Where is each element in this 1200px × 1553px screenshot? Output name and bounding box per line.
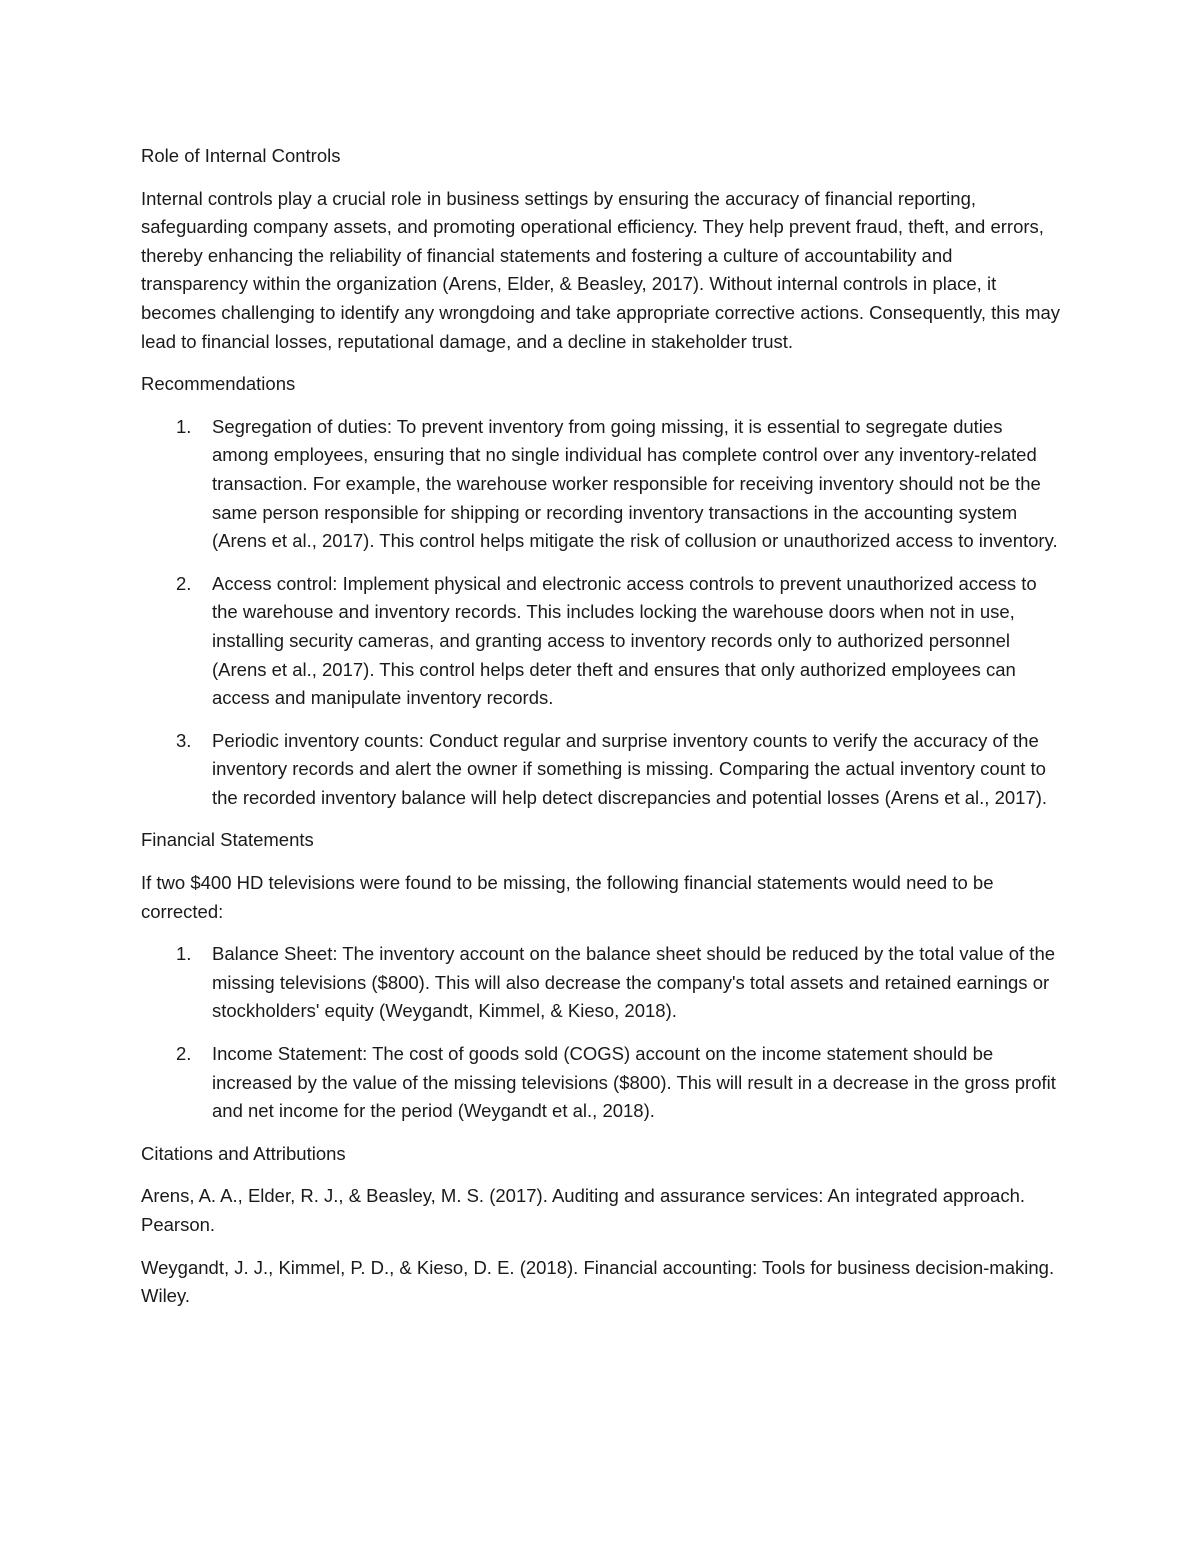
list-item-number: 2.: [176, 1043, 192, 1065]
list-item-number: 1.: [176, 943, 192, 965]
section-heading-financial-statements: Financial Statements: [141, 829, 314, 851]
financial-statements-list: [141, 940, 1061, 1126]
list-item-number: 1.: [176, 415, 192, 437]
reference-entry: Weygandt, J. J., Kimmel, P. D., & Kieso, D. E. (2018). Financial accounting: Tools for business decision-making. Wiley.: [141, 1256, 1055, 1307]
list-item-number: 3.: [176, 729, 192, 751]
list-item: [141, 1040, 1061, 1126]
list-item-number: 2.: [176, 572, 192, 594]
section-heading-recommendations: Recommendations: [141, 373, 296, 395]
list-item-text: Segregation of duties: To prevent inventory from going missing, it is essential to segregate duties among employees, ensuring that no single individual has complete control over any inventory-related transaction. For example, the warehouse worker responsible for receiving inventory should not be the same person responsible for shipping or recording inventory transactions in the accounting system (Arens et al., 2017). This control helps mitigate the risk of collusion or unauthorized access to inventory.: [212, 415, 1058, 552]
financial-intro-paragraph: If two $400 HD televisions were found to be missing, the following financial statements would need to be corrected:: [141, 872, 994, 922]
section-heading-internal-controls: Role of Internal Controls: [141, 145, 341, 166]
list-item-text: Periodic inventory counts: Conduct regular and surprise inventory counts to verify the accuracy of the inventory records and alert the owner if something is missing. Comparing the actual inventory count to the recorded inventory balance will help detect discrepancies and potential losses (Arens et al., 2017).: [212, 729, 1048, 808]
document-page: [141, 142, 1061, 1325]
internal-controls-paragraph: Internal controls play a crucial role in business settings by ensuring the accuracy of financial reporting, safeguarding company assets, and promoting operational efficiency. They help prevent fraud, theft, and errors, thereby enhancing the reliability of financial statements and fostering a culture of accountability and transparency within the organization (Arens, Elder, & Beasley, 2017). Without internal controls in place, it becomes challenging to identify any wrongdoing and take appropriate corrective actions. Consequently, this may lead to financial losses, reputational damage, and a decline in stakeholder trust.: [141, 187, 1061, 352]
recommendations-list: [141, 413, 1061, 813]
list-item: [141, 940, 1061, 1026]
list-item: [141, 413, 1061, 556]
list-item: [141, 727, 1061, 813]
list-item-text: Income Statement: The cost of goods sold (COGS) account on the income statement should be increased by the value of the missing televisions ($800). This will result in a decrease in the gross profit and net income for the period (Weygandt et al., 2018).: [212, 1043, 1056, 1122]
section-heading-citations: Citations and Attributions: [141, 1142, 346, 1164]
list-item-text: Balance Sheet: The inventory account on the balance sheet should be reduced by the total value of the missing televisions ($800). This will also decrease the company's total assets and retained earnings or stockholders' equity (Weygandt, Kimmel, & Kieso, 2018).: [212, 943, 1056, 1022]
list-item: [141, 570, 1061, 713]
reference-entry: Arens, A. A., Elder, R. J., & Beasley, M. S. (2017). Auditing and assurance services: An integrated approach. Pearson.: [141, 1185, 1026, 1235]
list-item-text: Access control: Implement physical and electronic access controls to prevent unauthorized access to the warehouse and inventory records. This includes locking the warehouse doors when not in use, installing security cameras, and granting access to inventory records only to authorized personnel (Arens et al., 2017). This control helps deter theft and ensures that only authorized employees can access and manipulate inventory records.: [212, 572, 1037, 709]
